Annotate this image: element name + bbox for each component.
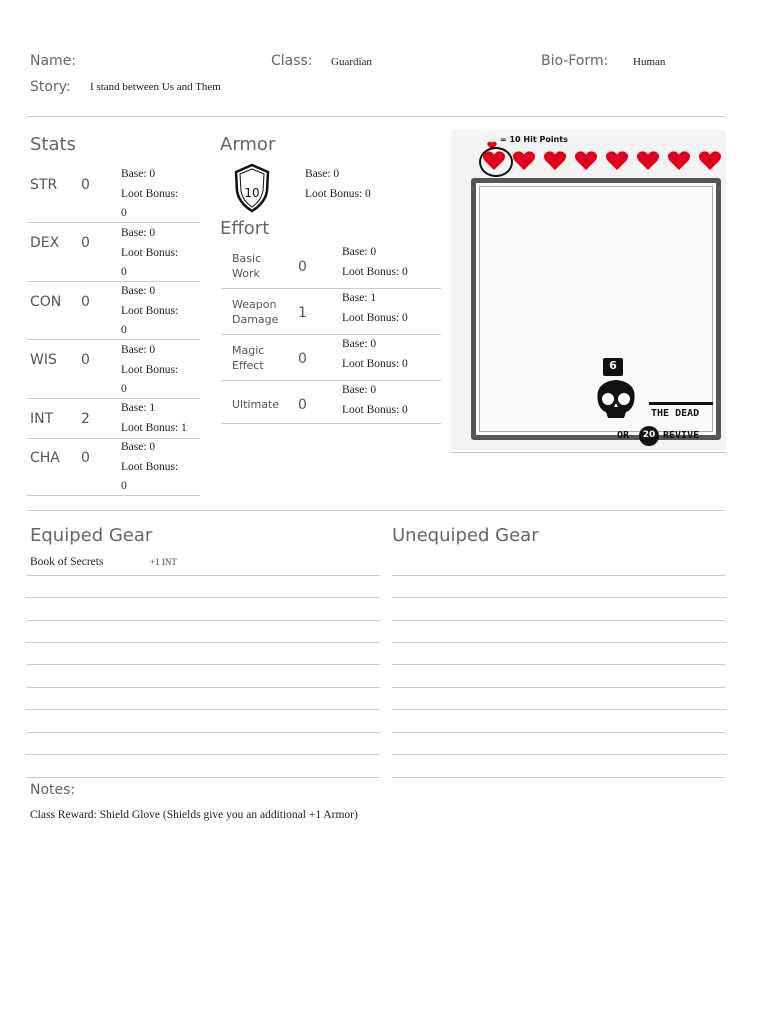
equipped-line[interactable] [26, 575, 380, 576]
armor-base: Base: 0 [305, 168, 340, 180]
stat-value[interactable]: 0 [81, 235, 90, 251]
stat-value[interactable]: 0 [81, 450, 90, 466]
equipped-item-bonus: +1 INT [150, 557, 177, 567]
stat-name: WIS [30, 352, 57, 368]
notes-label: Notes: [30, 782, 76, 798]
heart-icon[interactable] [636, 150, 660, 175]
stat-value[interactable]: 0 [81, 294, 90, 310]
unequipped-line[interactable] [392, 754, 726, 755]
hp-legend-text: = 10 Hit Points [500, 135, 568, 144]
notes-text[interactable]: Class Reward: Shield Glove (Shields give you an additional +1 Armor) [30, 809, 358, 821]
unequipped-line[interactable] [392, 575, 726, 576]
story-value[interactable]: I stand between Us and Them [90, 81, 221, 93]
armor-loot: Loot Bonus: 0 [305, 187, 371, 200]
stat-name: DEX [30, 235, 60, 251]
bioform-label: Bio-Form: [541, 53, 609, 69]
header-divider [26, 116, 726, 117]
effort-divider [221, 334, 441, 335]
heart-icon[interactable] [605, 150, 629, 175]
equipped-line[interactable] [26, 597, 380, 598]
effort-base: Base: 1 [342, 292, 377, 304]
effort-title: Effort [220, 218, 270, 239]
effort-loot: Loot Bonus: 0 [342, 265, 408, 278]
unequipped-line[interactable] [392, 709, 726, 710]
stat-name: CON [30, 294, 62, 310]
unequipped-line[interactable] [392, 642, 726, 643]
stat-base: Base: 0 [121, 285, 156, 297]
skull-icon [592, 376, 640, 424]
effort-base: Base: 0 [342, 246, 377, 258]
equipped-line[interactable] [26, 620, 380, 621]
effort-loot: Loot Bonus: 0 [342, 357, 408, 370]
effort-name: Basic [232, 252, 262, 265]
armor-shield-value[interactable]: 10 [244, 186, 260, 200]
effort-divider [221, 380, 441, 381]
unequipped-line[interactable] [392, 620, 726, 621]
stat-base: Base: 0 [121, 227, 156, 239]
hp-panel-divider [451, 452, 726, 453]
equipped-line[interactable] [26, 709, 380, 710]
effort-value[interactable]: 0 [298, 397, 307, 413]
revive-text: REVIVE [663, 430, 700, 441]
stats-title: Stats [30, 134, 76, 155]
armor-title: Armor [220, 134, 276, 155]
stat-name: STR [30, 177, 58, 193]
heart-icon[interactable] [667, 150, 691, 175]
stat-loot-value: 0 [121, 383, 127, 395]
equipped-line[interactable] [26, 642, 380, 643]
equipped-line[interactable] [26, 777, 380, 778]
stat-loot-value: 0 [121, 324, 127, 336]
effort-base: Base: 0 [342, 338, 377, 350]
effort-name-2: Damage [232, 313, 279, 326]
class-label: Class: [271, 53, 313, 69]
stat-divider [26, 339, 200, 340]
effort-value[interactable]: 1 [298, 305, 307, 321]
stat-divider [26, 495, 200, 496]
stat-base: Base: 0 [121, 441, 156, 453]
unequipped-gear-title: Unequiped Gear [392, 525, 539, 546]
stat-base: Base: 0 [121, 168, 156, 180]
stat-loot-value: 0 [121, 266, 127, 278]
effort-divider [221, 288, 441, 289]
name-label: Name: [30, 53, 77, 69]
d6-value: 6 [609, 359, 617, 372]
stat-base: Base: 1 [121, 402, 156, 414]
stat-loot: Loot Bonus: 1 [121, 421, 187, 434]
d20-value: 20 [642, 430, 656, 440]
effort-name: Ultimate [232, 398, 280, 411]
story-label: Story: [30, 79, 71, 95]
effort-value[interactable]: 0 [298, 259, 307, 275]
the-dead-text: THE DEAD [651, 408, 700, 419]
stat-value[interactable]: 0 [81, 177, 90, 193]
heart-icon[interactable] [482, 150, 506, 175]
dead-line [649, 402, 713, 405]
unequipped-line[interactable] [392, 732, 726, 733]
or-text: OR [617, 430, 630, 441]
stat-base: Base: 0 [121, 344, 156, 356]
equipped-item-name: Book of Secrets [30, 556, 104, 568]
stat-value[interactable]: 0 [81, 352, 90, 368]
stat-loot: Loot Bonus: [121, 304, 179, 317]
effort-loot: Loot Bonus: 0 [342, 403, 408, 416]
equipped-line[interactable] [26, 754, 380, 755]
equipped-line[interactable] [26, 687, 380, 688]
class-value[interactable]: Guardian [331, 56, 372, 68]
equipped-line[interactable] [26, 664, 380, 665]
effort-base: Base: 0 [342, 384, 377, 396]
bioform-value[interactable]: Human [633, 56, 666, 68]
heart-icon[interactable] [512, 150, 536, 175]
unequipped-line[interactable] [392, 664, 726, 665]
effort-name-2: Work [232, 267, 260, 280]
stat-divider [26, 222, 200, 223]
stat-loot: Loot Bonus: [121, 363, 179, 376]
stat-loot-value: 0 [121, 207, 127, 219]
stat-value[interactable]: 2 [81, 411, 90, 427]
effort-divider [221, 423, 441, 424]
effort-value[interactable]: 0 [298, 351, 307, 367]
effort-loot: Loot Bonus: 0 [342, 311, 408, 324]
heart-icon[interactable] [543, 150, 567, 175]
stat-loot: Loot Bonus: [121, 187, 179, 200]
unequipped-line[interactable] [392, 687, 726, 688]
effort-name: Weapon [232, 298, 277, 311]
stat-loot-value: 0 [121, 480, 127, 492]
unequipped-line[interactable] [392, 777, 726, 778]
stat-loot: Loot Bonus: [121, 460, 179, 473]
stat-name: CHA [30, 450, 60, 466]
heart-icon[interactable] [698, 150, 722, 175]
stat-loot: Loot Bonus: [121, 246, 179, 259]
equipped-line[interactable] [26, 732, 380, 733]
unequipped-line[interactable] [392, 597, 726, 598]
equipped-gear-title: Equiped Gear [30, 525, 153, 546]
effort-name: Magic [232, 344, 265, 357]
stat-name: INT [30, 411, 54, 427]
heart-icon[interactable] [574, 150, 598, 175]
hp-panel [451, 130, 726, 450]
effort-name-2: Effect [232, 359, 264, 372]
section-divider [26, 510, 726, 511]
